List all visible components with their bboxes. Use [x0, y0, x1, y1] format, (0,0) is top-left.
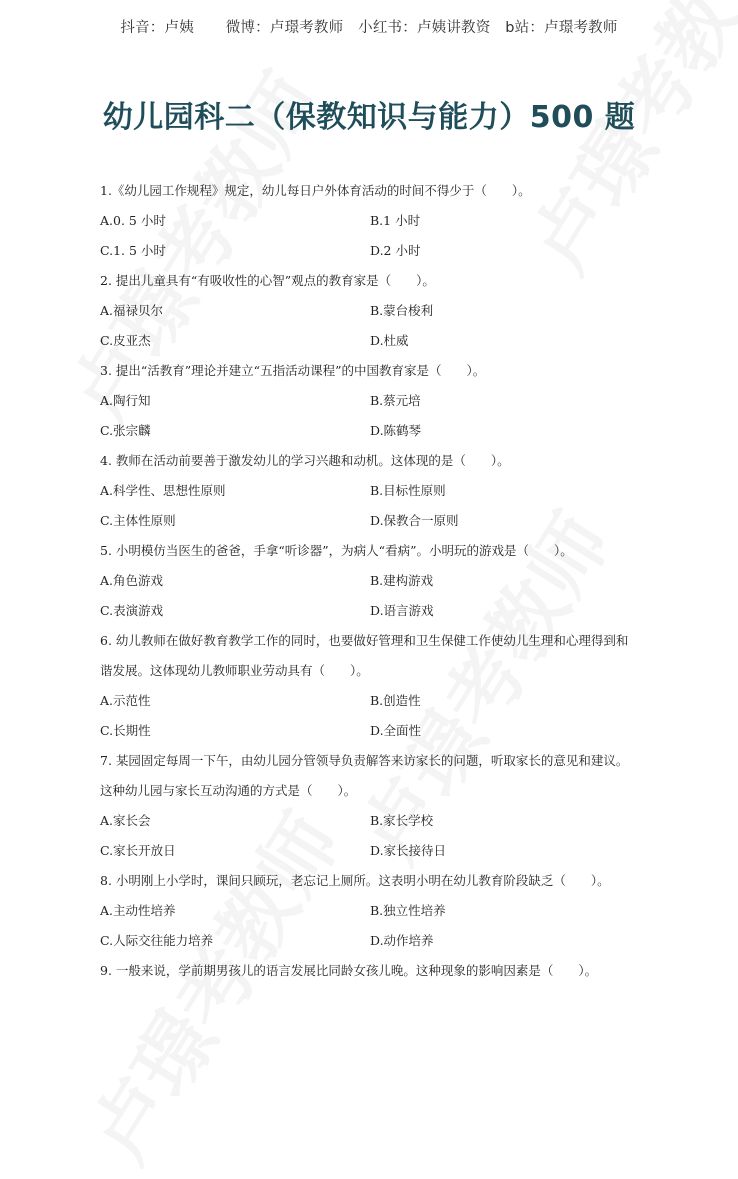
question-list [100, 176, 640, 986]
question-stem: 9. 一般来说，学前期男孩儿的语言发展比同龄女孩儿晚。这种现象的影响因素是（ ）。 [100, 963, 598, 978]
question-item [100, 866, 640, 956]
option-d: D.陈鹤琴 [370, 423, 422, 438]
option-d: D.家长接待日 [370, 843, 447, 858]
option-a: A.主动性培养 [100, 903, 176, 918]
question-stem: 1.《幼儿园工作规程》规定，幼儿每日户外体育活动的时间不得少于（ ）。 [100, 183, 531, 198]
option-b: B.蒙台梭利 [370, 303, 434, 318]
question-item [100, 446, 640, 536]
option-b: B.蔡元培 [370, 393, 421, 408]
question-item [100, 266, 640, 356]
option-c: C.表演游戏 [100, 603, 164, 618]
option-b: B.家长学校 [370, 813, 434, 828]
question-stem: 3. 提出“活教育”理论并建立“五指活动课程”的中国教育家是（ ）。 [100, 363, 486, 378]
option-a: A.0. 5 小时 [100, 213, 166, 228]
page-title: 幼儿园科二（保教知识与能力）500 题 [102, 100, 636, 135]
header-weibo: 微博：卢璟考教师 [225, 20, 344, 36]
question-item [100, 626, 640, 746]
question-item [100, 356, 640, 446]
option-b: B.1 小时 [370, 213, 421, 228]
option-b: B.独立性培养 [370, 903, 446, 918]
question-stem: 6. 幼儿教师在做好教育教学工作的同时，也要做好管理和卫生保健工作使幼儿生理和心理得到和谐发展。这体现幼儿教师职业劳动具有（ ）。 [100, 633, 629, 678]
option-a: A.福禄贝尔 [100, 303, 164, 318]
question-stem: 5. 小明模仿当医生的爸爸，手拿“听诊器”，为病人“看病”。小明玩的游戏是（ ）。 [100, 543, 573, 558]
option-b: B.建构游戏 [370, 573, 434, 588]
social-header [0, 16, 738, 37]
question-stem: 2. 提出儿童具有“有吸收性的心智”观点的教育家是（ ）。 [100, 273, 435, 288]
option-a: A.家长会 [100, 813, 151, 828]
question-item [100, 176, 640, 266]
option-c: C.人际交往能力培养 [100, 933, 214, 948]
question-item [100, 746, 640, 866]
option-d: D.杜威 [370, 333, 409, 348]
option-a: A.示范性 [100, 693, 151, 708]
question-item [100, 956, 640, 986]
option-d: D.全面性 [370, 723, 422, 738]
option-c: C.主体性原则 [100, 513, 176, 528]
option-a: A.角色游戏 [100, 573, 164, 588]
option-d: D.2 小时 [370, 243, 421, 258]
header-xiaohongshu: 小红书：卢姨讲教资 [358, 20, 491, 36]
option-b: B.目标性原则 [370, 483, 446, 498]
option-c: C.家长开放日 [100, 843, 176, 858]
header-bilibili: b站：卢璟考教师 [505, 20, 618, 36]
option-d: D.语言游戏 [370, 603, 434, 618]
option-c: C.1. 5 小时 [100, 243, 166, 258]
option-c: C.张宗麟 [100, 423, 151, 438]
question-stem: 8. 小明刚上小学时，课间只顾玩，老忘记上厕所。这表明小明在幼儿教育阶段缺乏（ ）。 [100, 873, 610, 888]
header-douyin: 抖音：卢姨 [120, 20, 194, 36]
option-b: B.创造性 [370, 693, 421, 708]
option-c: C.长期性 [100, 723, 151, 738]
question-stem: 7. 某园固定每周一下午，由幼儿园分管领导负责解答来访家长的问题，听取家长的意见和建议。这种幼儿园与家长互动沟通的方式是（ ）。 [100, 753, 629, 798]
option-c: C.皮亚杰 [100, 333, 151, 348]
option-a: A.科学性、思想性原则 [100, 483, 226, 498]
question-stem: 4. 教师在活动前要善于激发幼儿的学习兴趣和动机。这体现的是（ ）。 [100, 453, 510, 468]
option-d: D.动作培养 [370, 933, 434, 948]
option-a: A.陶行知 [100, 393, 151, 408]
question-item [100, 536, 640, 626]
option-d: D.保教合一原则 [370, 513, 459, 528]
